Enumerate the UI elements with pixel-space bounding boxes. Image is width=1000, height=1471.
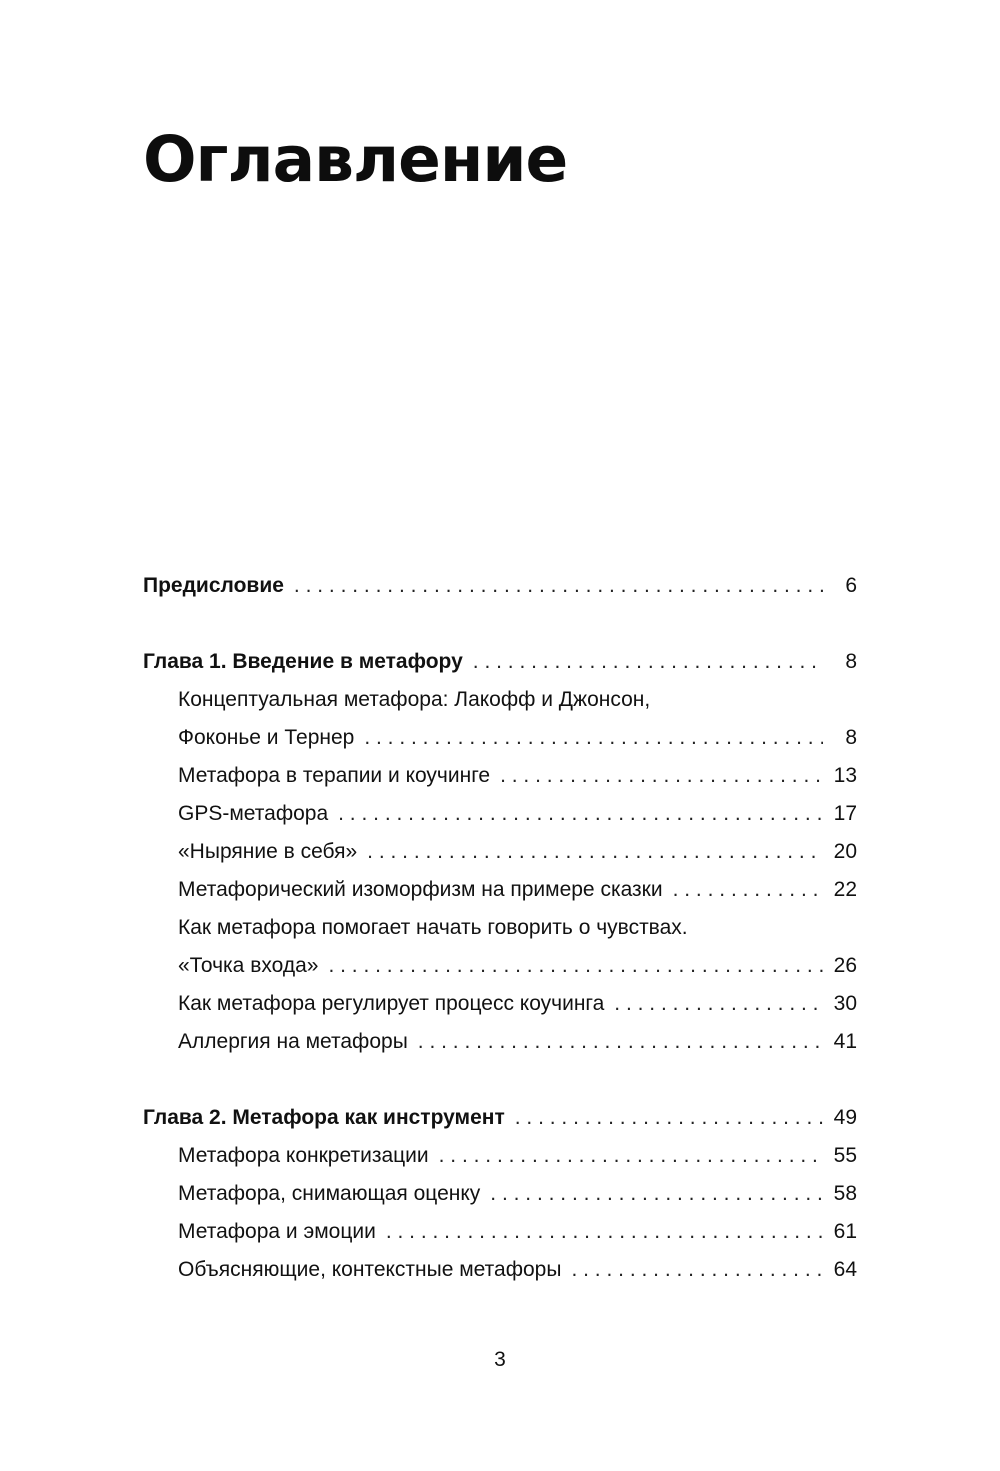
toc-entry-section[interactable] xyxy=(143,1137,857,1175)
dot-leader xyxy=(571,1251,823,1289)
toc-entry-title: Концептуальная метафора: Лакофф и Джонсон, xyxy=(178,688,651,711)
toc-entry-section-line1[interactable] xyxy=(143,909,857,947)
toc-entry-section[interactable] xyxy=(143,1175,857,1213)
toc-entry-title: Объясняющие, контекстные метафоры xyxy=(178,1258,562,1281)
toc-page-number: 20 xyxy=(833,840,857,863)
toc-page-number: 41 xyxy=(833,1030,857,1053)
toc-entry-section[interactable] xyxy=(143,985,857,1023)
toc-entry-title: Метафорический изоморфизм на примере сказки xyxy=(178,878,663,901)
table-of-contents xyxy=(143,567,857,1289)
toc-entry-title: Метафора конкретизации xyxy=(178,1144,429,1167)
toc-entry-section[interactable] xyxy=(143,1251,857,1289)
dot-leader xyxy=(500,757,823,795)
toc-entry-title: Фоконье и Тернер xyxy=(178,726,355,749)
toc-entry-section[interactable] xyxy=(143,757,857,795)
toc-page-number: 8 xyxy=(845,650,857,673)
toc-entry-section[interactable] xyxy=(143,1213,857,1251)
dot-leader xyxy=(439,1137,823,1175)
toc-page-number: 26 xyxy=(833,954,857,977)
dot-leader xyxy=(328,947,823,985)
toc-page-number: 8 xyxy=(845,726,857,749)
toc-page-number: 55 xyxy=(833,1144,857,1167)
toc-entry-title: «Ныряние в себя» xyxy=(178,840,358,863)
toc-page-number: 22 xyxy=(833,878,857,901)
toc-entry-title: Глава 1. Введение в метафору xyxy=(143,650,463,673)
dot-leader xyxy=(338,795,823,833)
toc-entry-section[interactable] xyxy=(143,1023,857,1061)
toc-entry-section[interactable] xyxy=(143,795,857,833)
toc-page-number: 61 xyxy=(833,1220,857,1243)
toc-entry-section[interactable] xyxy=(143,833,857,871)
toc-entry-preface[interactable] xyxy=(143,567,857,605)
toc-page-number: 6 xyxy=(845,574,857,597)
toc-entry-title: Метафора и эмоции xyxy=(178,1220,376,1243)
toc-entry-section[interactable] xyxy=(143,719,857,757)
dot-leader xyxy=(367,833,823,871)
toc-entry-title: Аллергия на метафоры xyxy=(178,1030,408,1053)
toc-page-number: 49 xyxy=(833,1106,857,1129)
toc-entry-title: Предисловие xyxy=(143,574,284,597)
dot-leader xyxy=(364,719,823,757)
toc-entry-title: GPS-метафора xyxy=(178,802,329,825)
toc-page-number: 13 xyxy=(833,764,857,787)
toc-page-number: 17 xyxy=(833,802,857,825)
toc-entry-title: Как метафора регулирует процесс коучинга xyxy=(178,992,605,1015)
page-number: 3 xyxy=(494,1348,506,1371)
dot-leader xyxy=(294,567,823,605)
dot-leader xyxy=(614,985,823,1023)
dot-leader xyxy=(515,1099,823,1137)
toc-page-number: 58 xyxy=(833,1182,857,1205)
toc-entry-title: Метафора в терапии и коучинге xyxy=(178,764,491,787)
toc-entry-title: Как метафора помогает начать говорить о чувствах. xyxy=(178,916,688,939)
dot-leader xyxy=(418,1023,823,1061)
toc-page-number: 64 xyxy=(833,1258,857,1281)
toc-entry-section[interactable] xyxy=(143,871,857,909)
toc-entry-title: «Точка входа» xyxy=(178,954,319,977)
toc-entry-section-line1[interactable] xyxy=(143,681,857,719)
toc-entry-chapter-1[interactable] xyxy=(143,643,857,681)
toc-page-number: 30 xyxy=(833,992,857,1015)
page-title: Оглавление xyxy=(143,123,568,196)
dot-leader xyxy=(673,871,823,909)
toc-entry-title: Глава 2. Метафора как инструмент xyxy=(143,1106,505,1129)
dot-leader xyxy=(386,1213,823,1251)
dot-leader xyxy=(490,1175,823,1213)
dot-leader xyxy=(473,643,823,681)
toc-entry-chapter-2[interactable] xyxy=(143,1099,857,1137)
toc-entry-title: Метафора, снимающая оценку xyxy=(178,1182,481,1205)
toc-entry-section[interactable] xyxy=(143,947,857,985)
